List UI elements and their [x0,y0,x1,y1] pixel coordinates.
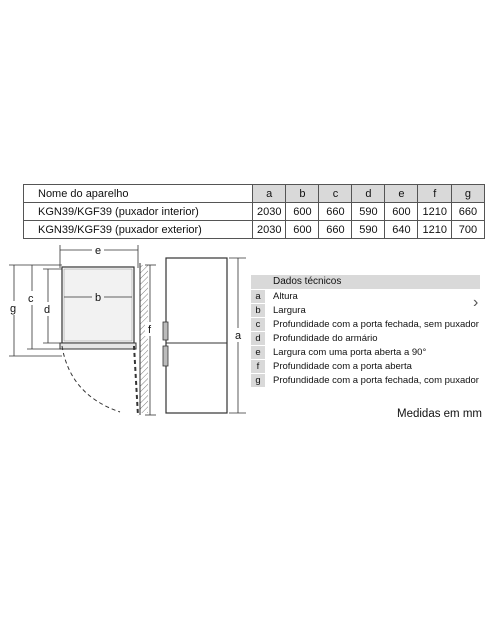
units-note: Medidas em mm [397,408,482,420]
chevron-right-icon[interactable]: › [473,294,479,311]
legend-text: Profundidade com a porta fechada, com puxador [273,375,479,386]
row-name: KGN39/KGF39 (puxador interior) [24,203,253,221]
legend-item [251,360,480,373]
cell-e: 600 [385,203,418,221]
label-g: g [10,303,17,315]
cell-c: 660 [319,203,352,221]
door-swing-arc [62,346,120,412]
legend-text: Profundidade do armário [273,333,378,344]
door-open [134,346,138,416]
cabinet-inner [64,269,132,341]
wall-hatch [140,265,148,413]
top-view [8,243,157,416]
legend-text: Altura [273,291,298,302]
cell-g: 660 [451,203,484,221]
cell-d: 590 [352,221,385,239]
fridge-body [166,258,227,413]
legend-key: b [251,304,265,317]
label-c: c [28,293,34,305]
cell-f: 1210 [418,203,451,221]
upper-handle [163,322,168,340]
legend-text: Largura com uma porta aberta a 90° [273,347,427,358]
legend-key: g [251,374,265,387]
legend-item [251,346,480,359]
cell-e: 640 [385,221,418,239]
legend-key: f [251,360,265,373]
front-view [163,258,246,413]
legend-key: d [251,332,265,345]
label-a: a [235,330,242,342]
header-col-b: b [286,185,319,203]
cell-b: 600 [286,203,319,221]
legend-item [251,374,480,387]
legend-key: e [251,346,265,359]
legend-item [251,290,480,303]
header-col-g: g [451,185,484,203]
legend-item [251,304,480,317]
legend-title: Dados técnicos [251,275,480,289]
cell-a: 2030 [253,221,286,239]
header-col-e: e [385,185,418,203]
legend-text: Largura [273,305,306,316]
legend-text: Profundidade com a porta aberta [273,361,412,372]
cell-a: 2030 [253,203,286,221]
cell-f: 1210 [418,221,451,239]
header-col-a: a [253,185,286,203]
technical-data-legend [251,275,480,387]
header-col-f: f [418,185,451,203]
legend-item [251,318,480,331]
legend-key: a [251,290,265,303]
header-col-c: c [319,185,352,203]
label-f: f [148,324,152,336]
cell-c: 660 [319,221,352,239]
header-device-name: Nome do aparelho [24,185,253,203]
door-closed [60,343,136,349]
legend-key: c [251,318,265,331]
cell-d: 590 [352,203,385,221]
row-name: KGN39/KGF39 (puxador exterior) [24,221,253,239]
legend-text: Profundidade com a porta fechada, sem puxador [273,319,479,330]
cell-b: 600 [286,221,319,239]
header-col-d: d [352,185,385,203]
lower-handle [163,346,168,366]
label-b: b [95,292,102,304]
label-e: e [95,245,102,257]
cell-g: 700 [451,221,484,239]
legend-item [251,332,480,345]
label-d: d [44,304,51,316]
